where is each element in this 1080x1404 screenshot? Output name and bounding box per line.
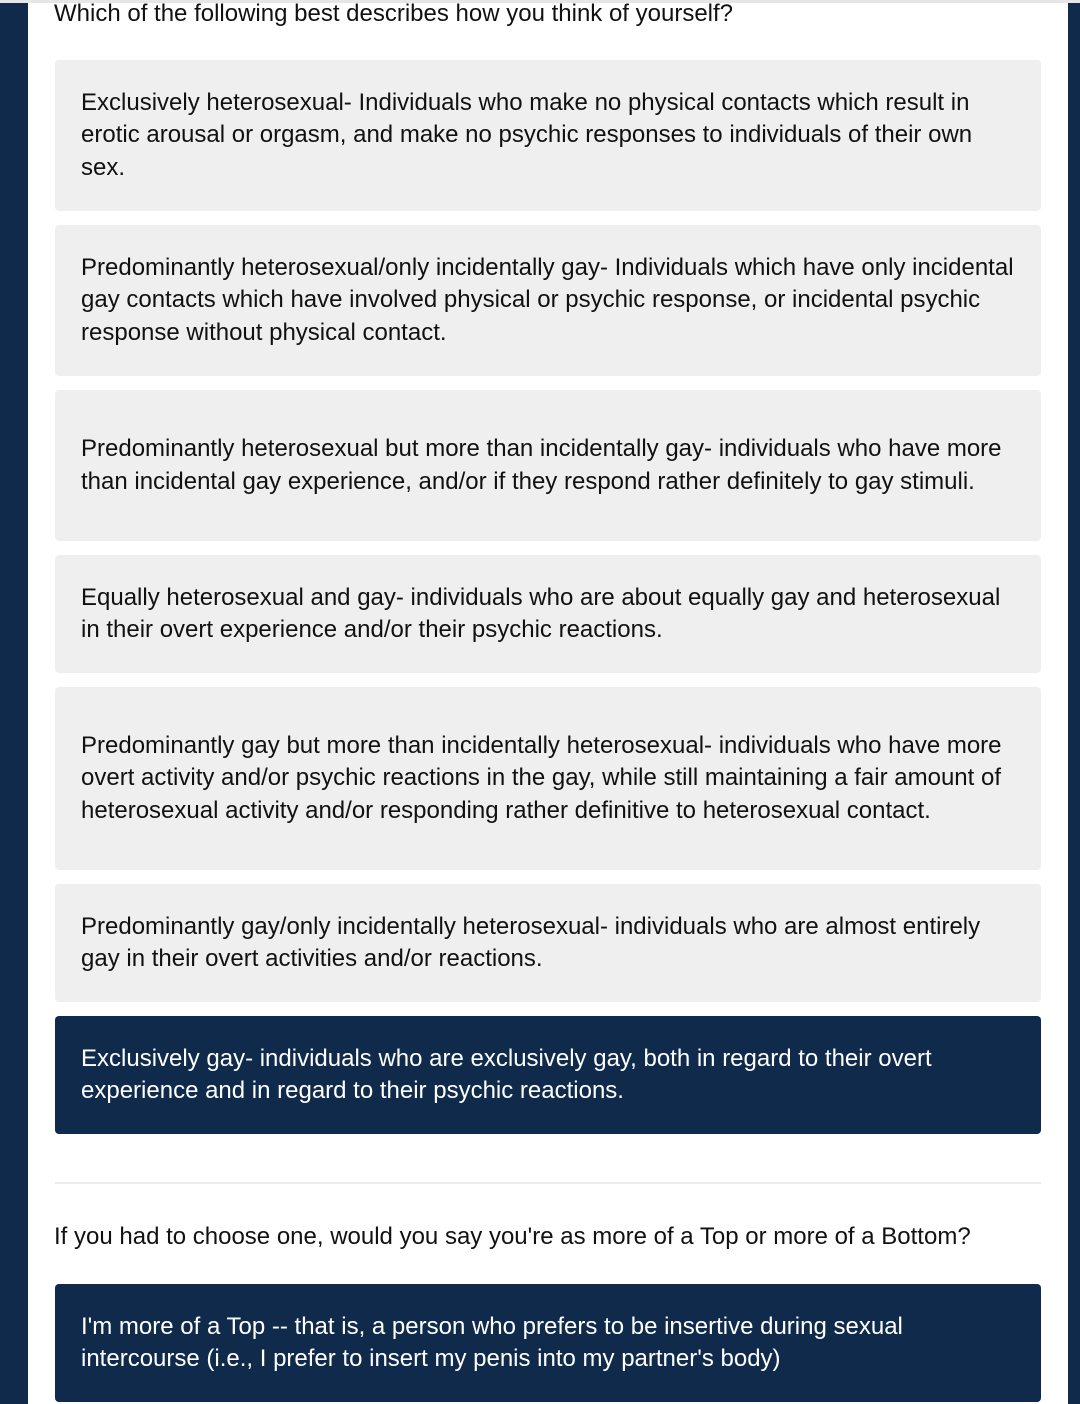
option-exclusively-gay[interactable]: [55, 1016, 1041, 1134]
option-label: Predominantly heterosexual but more than incidentally gay- individuals who have more than incidental gay experience, and/or if they respond rather definitely to gay stimuli.: [81, 435, 1002, 495]
section-divider: [55, 1182, 1041, 1184]
option-equally-heterosexual-and-gay[interactable]: [55, 555, 1041, 673]
option-label: Predominantly gay/only incidentally heterosexual- individuals who are almost entirely gay in their overt activities and/or reactions.: [81, 912, 981, 972]
option-label: Predominantly heterosexual/only incidentally gay- Individuals which have only incidental gay contacts which have involved physical or psychic response, or incidental psychic response without physical contact.: [81, 253, 1014, 346]
survey-panel: [28, 0, 1068, 1404]
option-label: Predominantly gay but more than incidentally heterosexual- individuals who have more overt activity and/or psychic reactions in the gay, while still maintaining a fair amount of heterosexual activity and/or responding rather definitive to heterosexual contact.: [81, 731, 1002, 824]
question-top-or-bottom: If you had to choose one, would you say you're as more of a Top or more of a Bottom?: [54, 1223, 971, 1250]
option-predominantly-heterosexual-more-than-incidentally-gay[interactable]: [55, 390, 1041, 541]
option-top[interactable]: [55, 1284, 1041, 1402]
option-predominantly-gay-more-than-incidentally-heterosexual[interactable]: [55, 687, 1041, 870]
option-predominantly-heterosexual-incidentally-gay[interactable]: [55, 225, 1041, 376]
option-label: I'm more of a Top -- that is, a person who prefers to be insertive during sexual intercourse (i.e., I prefer to insert my penis into my partner's body): [81, 1312, 903, 1372]
option-predominantly-gay-incidentally-heterosexual[interactable]: [55, 884, 1041, 1002]
option-label: Equally heterosexual and gay- individuals who are about equally gay and heterosexual in their overt experience and/or their psychic reactions.: [81, 583, 1001, 643]
option-label: Exclusively heterosexual- Individuals who make no physical contacts which result in erotic arousal or orgasm, and make no psychic responses to individuals of their own sex.: [81, 88, 973, 181]
option-label: Exclusively gay- individuals who are exclusively gay, both in regard to their overt experience and in regard to their psychic reactions.: [81, 1044, 932, 1104]
option-exclusively-heterosexual[interactable]: [55, 60, 1041, 211]
question-orientation: Which of the following best describes how you think of yourself?: [54, 0, 734, 27]
